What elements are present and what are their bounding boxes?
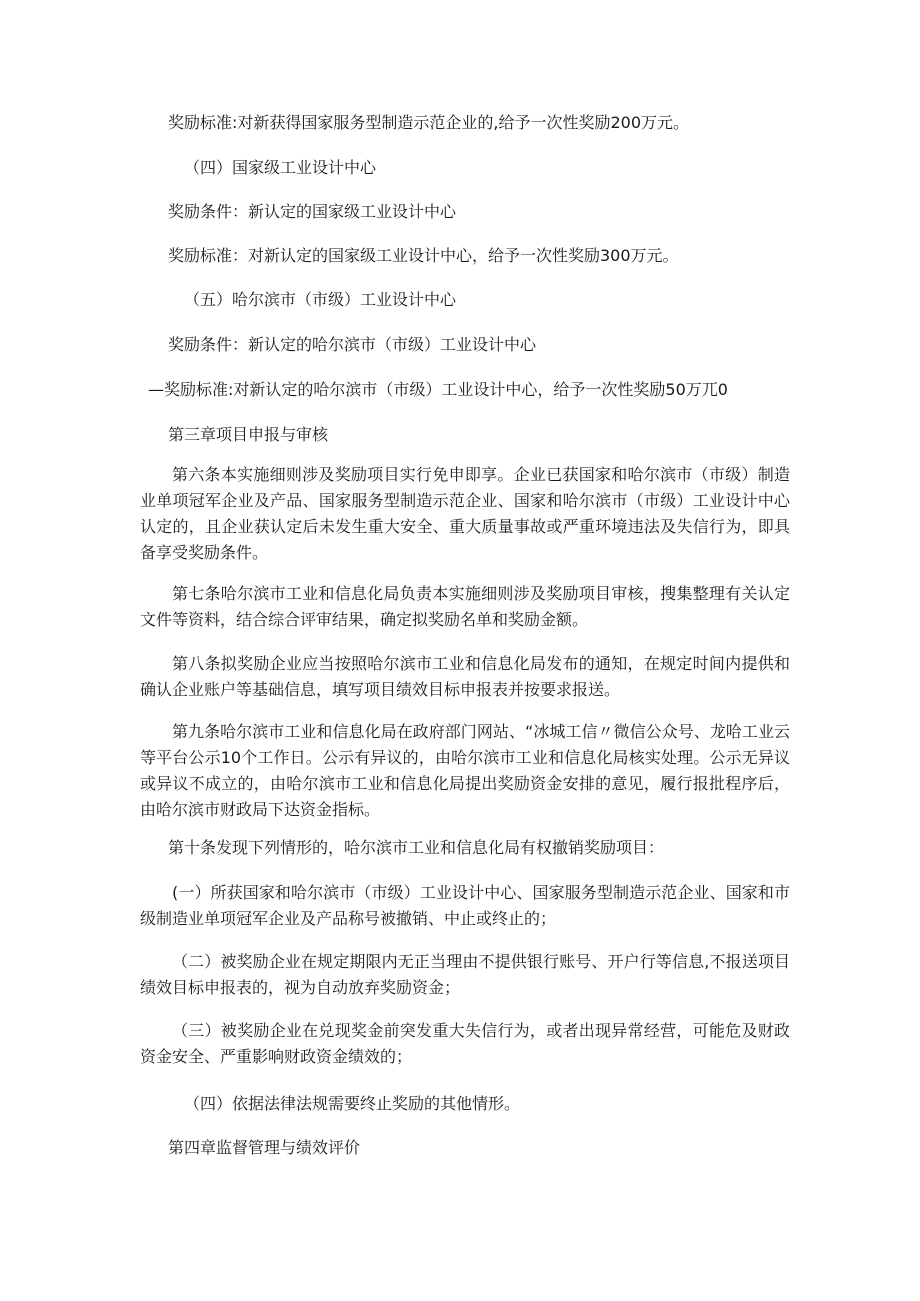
text-line: 奖励标准：对新认定的国家级工业设计中心，给予一次性奖励300万元。: [168, 246, 679, 265]
article-paragraph: 第九条哈尔滨市工业和信息化局在政府部门网站、“冰城工信〃微信公众号、龙哈工业云等平台公示10个工作日。公示有异议的，由哈尔滨市工业和信息化局核实处理。公示无异议或异议不成立的，由哈尔滨市工业和信息化局提出奖励资金安排的意见，履行报批程序后，由哈尔滨市财政局下达资金指标。: [140, 722, 790, 819]
article-paragraph: 第七条哈尔滨市工业和信息化局负责本实施细则涉及奖励项目审核，搜集整理有关认定文件等资料，结合综合评审结果，确定拟奖励名单和奖励金额。: [140, 584, 790, 629]
chapter-heading: 第四章监督管理与绩效评价: [168, 1138, 361, 1157]
chapter-heading: 第三章项目申报与审核: [168, 425, 329, 444]
list-item: （四）依据法律法规需要终止奖励的其他情形。: [184, 1094, 521, 1113]
section-heading: （五）哈尔滨市（市级）工业设计中心: [184, 290, 457, 309]
list-item: (一）所获国家和哈尔滨市（市级）工业设计中心、国家服务型制造示范企业、国家和市级制造业单项冠军企业及产品称号被撤销、中止或终止的；: [140, 883, 790, 928]
article-paragraph: 第六条本实施细则涉及奖励项目实行免申即享。企业已获国家和哈尔滨市（市级）制造业单项冠军企业及产品、国家服务型制造示范企业、国家和哈尔滨市（市级）工业设计中心认定的，且企业获认定后未发生重大安全、重大质量事故或严重环境违法及失信行为，即具备享受奖励条件。: [140, 465, 790, 562]
list-item: （二）被奖励企业在规定期限内无正当理由不提供银行账号、开户行等信息,不报送项目绩效目标申报表的，视为自动放弃奖励资金；: [140, 952, 790, 997]
text-line: 奖励条件：新认定的国家级工业设计中心: [168, 202, 457, 221]
list-item: （三）被奖励企业在兑现奖金前突发重大失信行为，或者出现异常经营，可能危及财政资金安全、严重影响财政资金绩效的；: [140, 1021, 790, 1066]
article-paragraph: 第八条拟奖励企业应当按照哈尔滨市工业和信息化局发布的通知，在规定时间内提供和确认企业账户等基础信息，填写项目绩效目标申报表并按要求报送。: [140, 654, 790, 699]
text-line: 奖励标准:对新获得国家服务型制造示范企业的,给予一次性奖励200万元。: [168, 113, 690, 132]
text-line: 第十条发现下列情形的，哈尔滨市工业和信息化局有权撤销奖励项目：: [168, 838, 665, 857]
text-line: —奖励标准:对新认定的哈尔滨市（市级）工业设计中心，给予一次性奖励50万兀0: [148, 380, 728, 399]
text-line: 奖励条件：新认定的哈尔滨市（市级）工业设计中心: [168, 335, 537, 354]
section-heading: （四）国家级工业设计中心: [184, 158, 377, 177]
